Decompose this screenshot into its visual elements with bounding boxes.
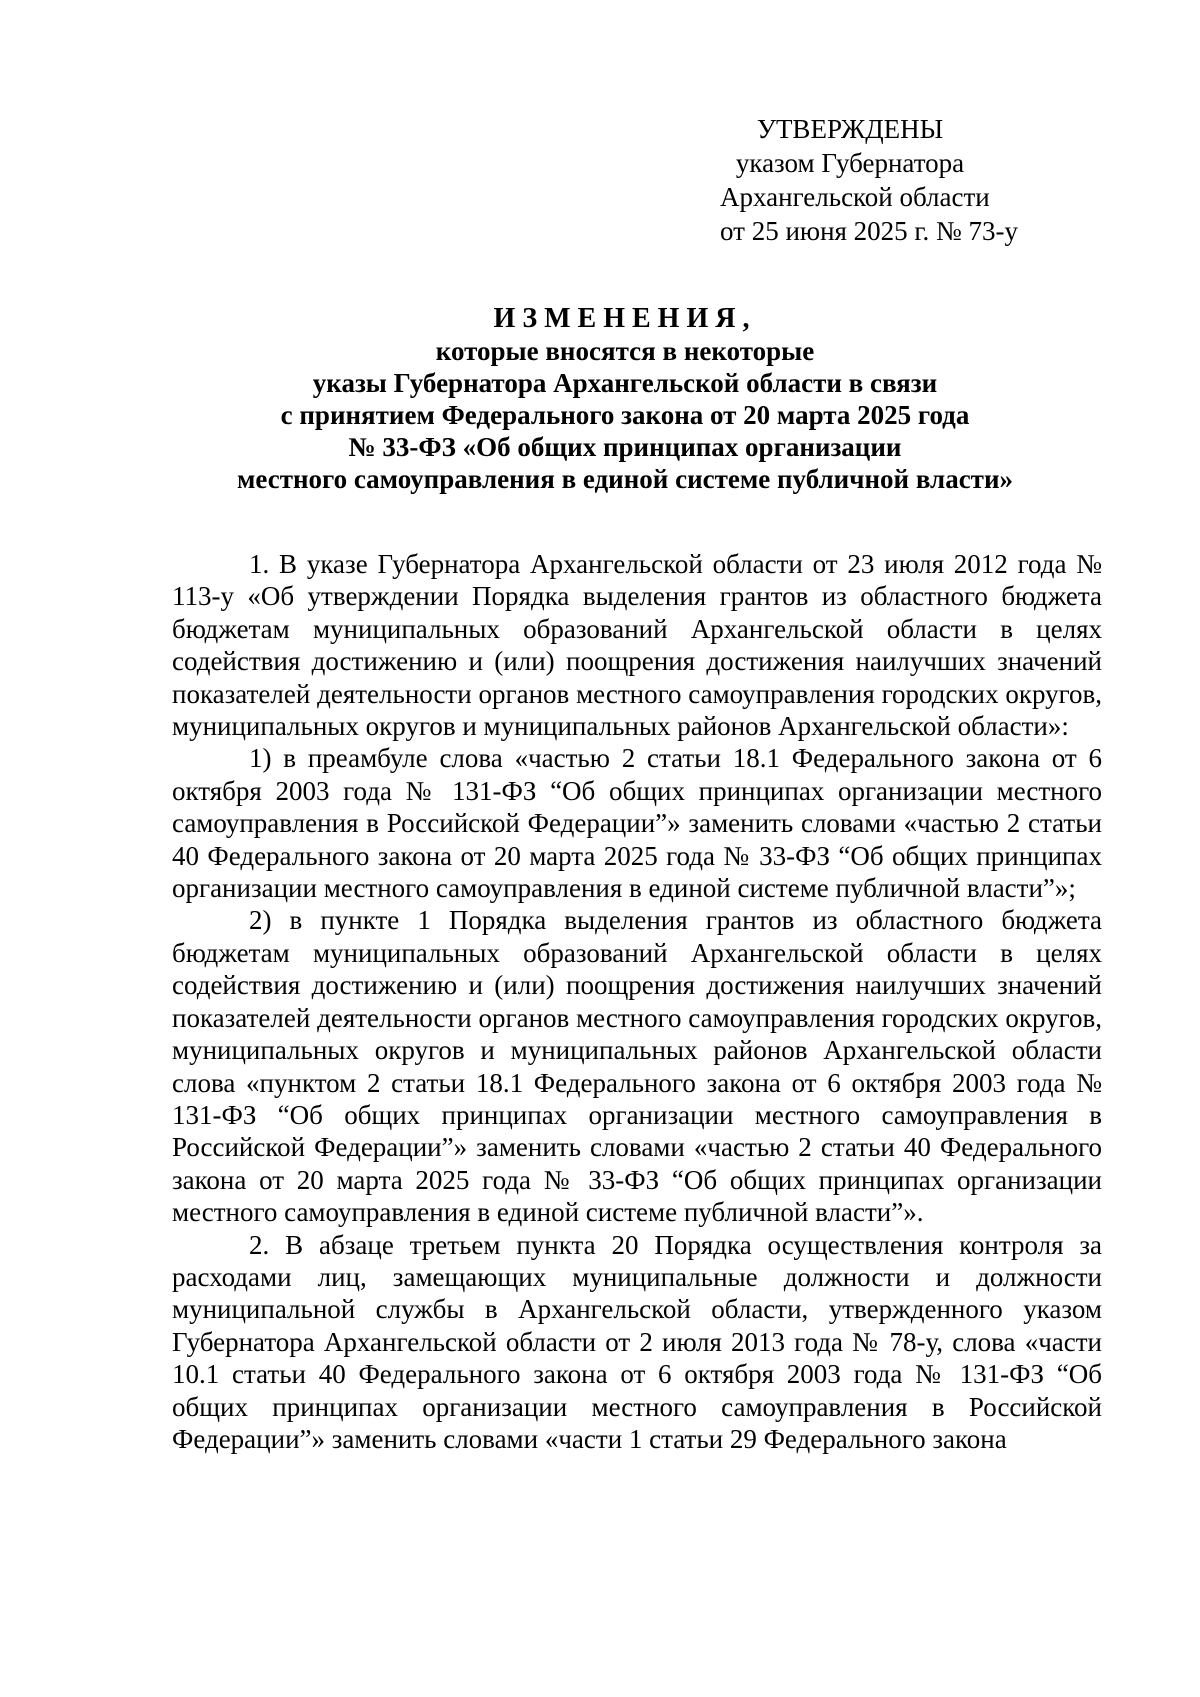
paragraph-1-subitem-1: 1) в преамбуле слова «частью 2 статьи 18.1 Федерального закона от 6 октября 2003 года № 131-ФЗ “Об общих принципах организации местного самоуправления в Российской Федерации”» заменить словами «частью 2 статьи 40 Федерального закона от 20 марта 2025 года № 33-ФЗ “Об общих принципах организации местного самоуправления в единой системе публичной власти”»; xyxy=(172,743,1102,904)
document-title xyxy=(180,303,1070,495)
paragraph-1-subitem-2: 2) в пункте 1 Порядка выделения грантов из областного бюджета бюджетам муниципальных образований Архангельской области в целях содействия достижению и (или) поощрения достижения наилучших значений показателей деятельности органов местного самоуправления городских округов, муниципальных округов и муниципальных районов Архангельской области слова «пунктом 2 статьи 18.1 Федерального закона от 6 октября 2003 года № 131-ФЗ “Об общих принципах организации местного самоуправления в Российской Федерации”» заменить словами «частью 2 статьи 40 Федерального закона от 20 марта 2025 года № 33-ФЗ “Об общих принципах организации местного самоуправления в единой системе публичной власти”». xyxy=(172,905,1102,1228)
paragraph-2: 2. В абзаце третьем пункта 20 Порядка осуществления контроля за расходами лиц, замещающих муниципальные должности и должности муниципальной службы в Архангельской области, утвержденного указом Губернатора Архангельской области от 2 июля 2013 года № 78-у, слова «части 10.1 статьи 40 Федерального закона от 6 октября 2003 года № 131-ФЗ “Об общих принципах организации местного самоуправления в Российской Федерации”» заменить словами «части 1 статьи 29 Федерального закона xyxy=(172,1229,1102,1454)
title-heading: ИЗМЕНЕНИЯ, xyxy=(493,303,757,334)
title-line-5: местного самоуправления в единой системе публичной власти» xyxy=(237,464,1013,494)
document-body xyxy=(172,548,1102,1455)
approval-line-3: Архангельской области xyxy=(720,182,990,212)
approval-line-1: УТВЕРЖДЕНЫ xyxy=(756,114,944,144)
title-line-3: с принятием Федерального закона от 20 марта 2025 года xyxy=(280,400,970,430)
approval-stamp xyxy=(720,112,1018,248)
approval-line-4: от 25 июня 2025 г. № 73-у xyxy=(720,216,1018,246)
approval-line-2: указом Губернатора xyxy=(735,148,965,178)
paragraph-1: 1. В указе Губернатора Архангельской области от 23 июля 2012 года № 113-у «Об утверждении Порядка выделения грантов из областного бюджета бюджетам муниципальных образований Архангельской области в целях содействия достижению и (или) поощрения достижения наилучших значений показателей деятельности органов местного самоуправления городских округов, муниципальных округов и муниципальных районов Архангельской области»: xyxy=(172,549,1102,742)
title-line-2: указы Губернатора Архангельской области в связи xyxy=(312,368,938,398)
title-line-4: № 33-ФЗ «Об общих принципах организации xyxy=(348,432,902,462)
title-line-1: которые вносятся в некоторые xyxy=(435,336,815,366)
